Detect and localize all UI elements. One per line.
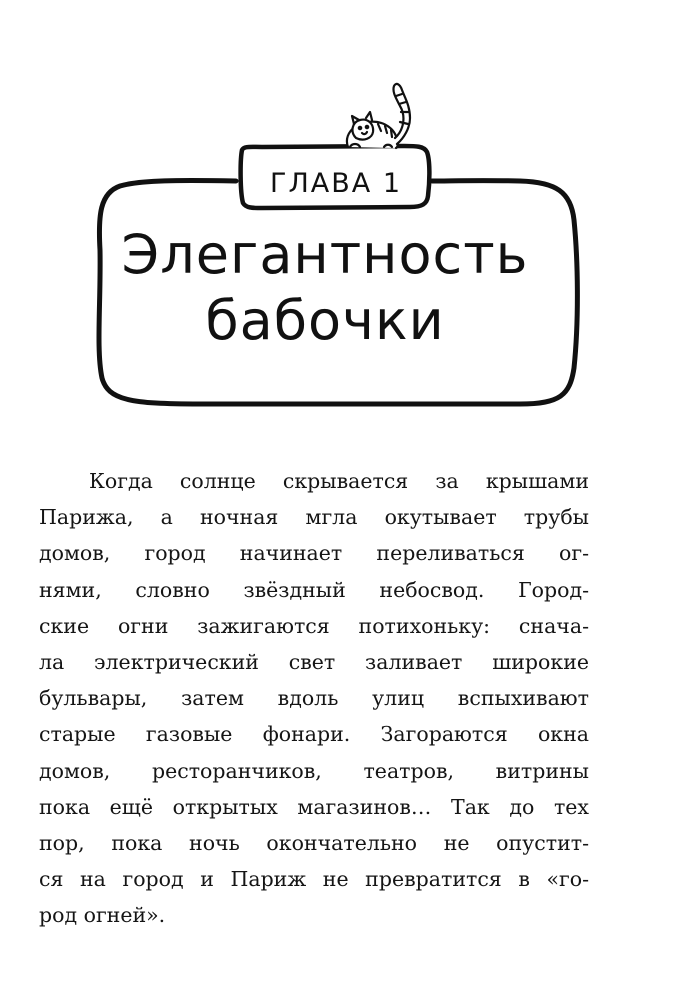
paragraph-line: ла электрический свет заливает широкие <box>39 650 589 675</box>
chapter-title-line-2: бабочки <box>205 289 445 352</box>
paragraph-line: домов, ресторанчиков, театров, витрины <box>39 758 589 783</box>
paragraph-line: Когда солнце скрывается за крышами <box>89 469 589 493</box>
paragraph-line: пока ещё открытых магазинов… Так до тех <box>39 794 589 819</box>
paragraph-line: домов, город начинает переливаться ог- <box>39 541 589 566</box>
paragraph-line: бульвары, затем вдоль улиц вспыхивают <box>39 686 589 711</box>
paragraph-line: род огней». <box>39 903 166 928</box>
chapter-title <box>100 222 550 354</box>
body-paragraph <box>39 463 589 934</box>
cat-icon <box>347 84 410 148</box>
paragraph-line: ские огни зажигаются потихоньку: снача- <box>39 613 589 638</box>
paragraph-line: старые газовые фонари. Загораются окна <box>39 722 589 747</box>
paragraph-line: пор, пока ночь окончательно не опустит- <box>39 831 589 856</box>
chapter-title-line-1: Элегантность <box>121 223 529 286</box>
paragraph-line: Парижа, а ночная мгла окутывает трубы <box>39 505 589 530</box>
chapter-number-label: ГЛАВА 1 <box>270 167 402 199</box>
paragraph-line: ся на город и Париж не превратится в «го- <box>39 867 589 892</box>
paragraph-line: нями, словно звёздный небосвод. Город- <box>39 577 589 602</box>
chapter-frame <box>0 0 681 440</box>
